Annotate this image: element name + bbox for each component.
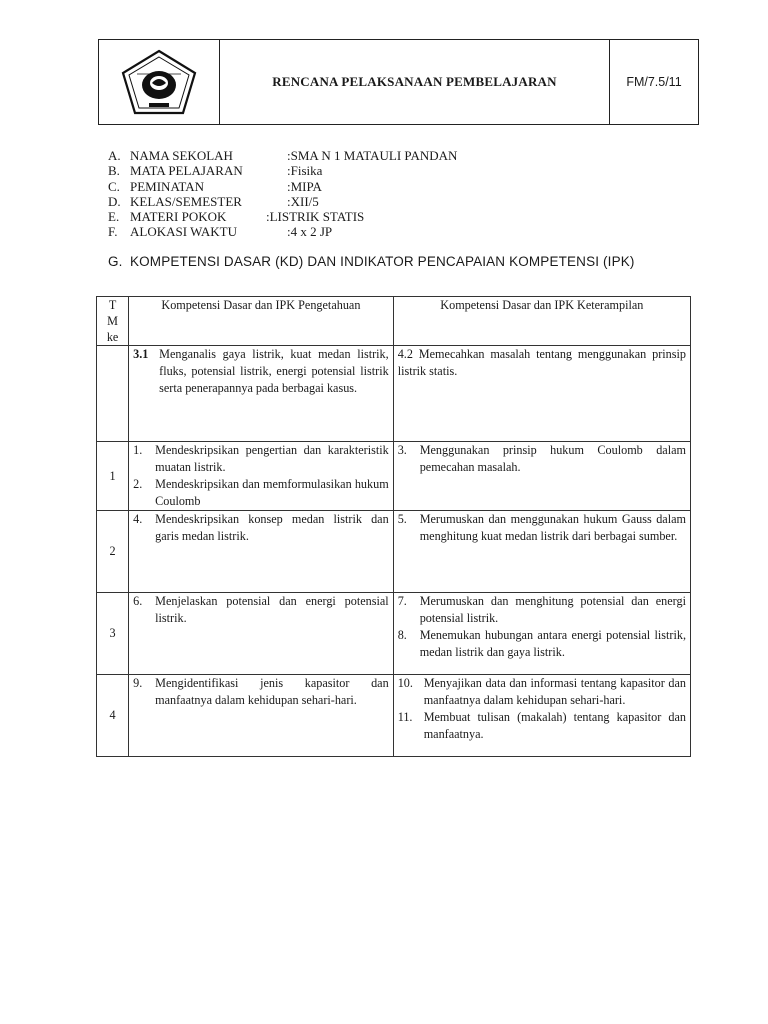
ipk-item xyxy=(398,627,686,661)
table-row xyxy=(97,675,691,757)
document-header xyxy=(98,39,699,125)
ipk-item-number: 5. xyxy=(397,512,407,526)
identity-value: :SMA N 1 MATAULI PANDAN xyxy=(287,148,458,163)
ipk-item-number: 8. xyxy=(397,628,407,642)
kd-main-tm xyxy=(97,346,129,442)
ipk-item-number: 1. xyxy=(133,443,143,457)
ipk-pengetahuan-cell xyxy=(129,511,394,593)
identity-letter: C. xyxy=(108,178,120,194)
ipk-item xyxy=(398,675,686,709)
kd-table xyxy=(96,296,691,757)
kd-section-heading xyxy=(108,254,635,269)
document-title: RENCANA PELAKSANAAN PEMBELAJARAN xyxy=(220,40,610,124)
ipk-item-text: Menyajikan data dan informasi tentang kapasitor dan manfaatnya dalam kehidupan sehari-hari. xyxy=(423,676,686,707)
identity-label: MATA PELAJARAN xyxy=(130,163,243,179)
identity-value: :4 x 2 JP xyxy=(287,224,333,240)
ipk-item-text: Mendeskripsikan dan memformulasikan hukum Coulomb xyxy=(155,477,389,508)
kd4-cell xyxy=(393,346,690,442)
ipk-item-text: Menjelaskan potensial dan energi potensial listrik. xyxy=(155,594,389,625)
table-row xyxy=(97,593,691,675)
identity-list xyxy=(108,148,457,240)
identity-letter: D. xyxy=(108,193,121,209)
header-tm: T M ke xyxy=(97,297,129,346)
kd3-number: 3.1 xyxy=(133,347,149,361)
ipk-keterampilan-cell xyxy=(393,675,690,757)
identity-row xyxy=(108,209,457,224)
identity-label: MATERI POKOK xyxy=(130,209,227,225)
ipk-item xyxy=(133,442,389,476)
ipk-item-number: 11. xyxy=(397,710,413,724)
identity-row xyxy=(108,224,457,239)
ipk-item xyxy=(133,593,389,627)
ipk-pengetahuan-cell xyxy=(129,593,394,675)
meeting-number: 4 xyxy=(97,675,129,757)
kd-section-title: KOMPETENSI DASAR (KD) DAN INDIKATOR PENCAPAIAN KOMPETENSI (IPK) xyxy=(130,254,635,269)
kd-section-letter: G. xyxy=(108,254,123,269)
identity-row xyxy=(108,163,457,178)
ipk-item xyxy=(398,511,686,545)
identity-label: ALOKASI WAKTU xyxy=(130,224,238,240)
ipk-item-text: Mendeskripsikan pengertian dan karakteristik muatan listrik. xyxy=(155,443,389,474)
meeting-number: 1 xyxy=(97,442,129,511)
ipk-item-text: Membuat tulisan (makalah) tentang kapasitor dan manfaatnya. xyxy=(423,710,686,741)
ipk-item-number: 3. xyxy=(397,443,407,457)
identity-label: PEMINATAN xyxy=(130,178,205,194)
ipk-item xyxy=(133,675,389,709)
ipk-item-text: Merumuskan dan menggunakan hukum Gauss dalam menghitung kuat medan listrik dari berbagai sumber. xyxy=(419,512,686,543)
ipk-item-text: Menemukan hubungan antara energi potensial listrik, medan listrik dan gaya listrik. xyxy=(419,628,686,659)
ipk-item-number: 2. xyxy=(133,477,143,491)
identity-letter: E. xyxy=(108,209,120,225)
ipk-item xyxy=(398,442,686,476)
kd-main-row xyxy=(97,346,691,442)
ipk-keterampilan-cell xyxy=(393,511,690,593)
ipk-item-number: 6. xyxy=(133,594,143,608)
ipk-item xyxy=(398,709,686,743)
kd4-text: 4.2 Memecahkan masalah tentang menggunakan prinsip listrik statis. xyxy=(397,347,686,378)
identity-row xyxy=(108,179,457,194)
identity-row xyxy=(108,148,457,163)
identity-letter: B. xyxy=(108,163,120,179)
ipk-item-text: Menggunakan prinsip hukum Coulomb dalam pemecahan masalah. xyxy=(419,443,686,474)
ipk-pengetahuan-cell xyxy=(129,675,394,757)
table-row xyxy=(97,511,691,593)
ipk-item-text: Mengidentifikasi jenis kapasitor dan manfaatnya dalam kehidupan sehari-hari. xyxy=(155,676,389,707)
identity-value: :MIPA xyxy=(287,178,322,194)
school-logo-icon xyxy=(119,47,199,117)
identity-value: :Fisika xyxy=(287,163,323,179)
meeting-number: 2 xyxy=(97,511,129,593)
header-pengetahuan: Kompetensi Dasar dan IPK Pengetahuan xyxy=(129,297,394,346)
ipk-item xyxy=(133,511,389,545)
ipk-item-number: 10. xyxy=(397,676,413,690)
identity-row xyxy=(108,194,457,209)
ipk-item xyxy=(398,593,686,627)
identity-label: NAMA SEKOLAH xyxy=(130,148,233,163)
table-row xyxy=(97,442,691,511)
identity-letter: A. xyxy=(108,148,121,163)
ipk-item xyxy=(133,476,389,510)
ipk-pengetahuan-cell xyxy=(129,442,394,511)
ipk-item-text: Mendeskripsikan konsep medan listrik dan garis medan listrik. xyxy=(155,512,389,543)
header-keterampilan: Kompetensi Dasar dan IPK Keterampilan xyxy=(393,297,690,346)
identity-value: :LISTRIK STATIS xyxy=(266,209,365,225)
ipk-item-number: 9. xyxy=(133,676,143,690)
identity-letter: F. xyxy=(108,224,118,240)
ipk-keterampilan-cell xyxy=(393,593,690,675)
identity-label: KELAS/SEMESTER xyxy=(130,193,242,209)
school-logo-cell xyxy=(99,40,220,124)
kd3-text: Menganalis gaya listrik, kuat medan listrik, fluks, potensial listrik, energi potensial listrik serta penerapannya pada berbagai kasus. xyxy=(159,347,389,395)
meeting-number: 3 xyxy=(97,593,129,675)
ipk-item-number: 4. xyxy=(133,512,143,526)
table-header-row xyxy=(97,297,691,346)
identity-value: :XII/5 xyxy=(287,193,319,209)
ipk-item-number: 7. xyxy=(397,594,407,608)
ipk-keterampilan-cell xyxy=(393,442,690,511)
ipk-item-text: Merumuskan dan menghitung potensial dan energi potensial listrik. xyxy=(419,594,686,625)
form-code: FM/7.5/11 xyxy=(626,75,682,89)
kd3-cell xyxy=(129,346,394,442)
